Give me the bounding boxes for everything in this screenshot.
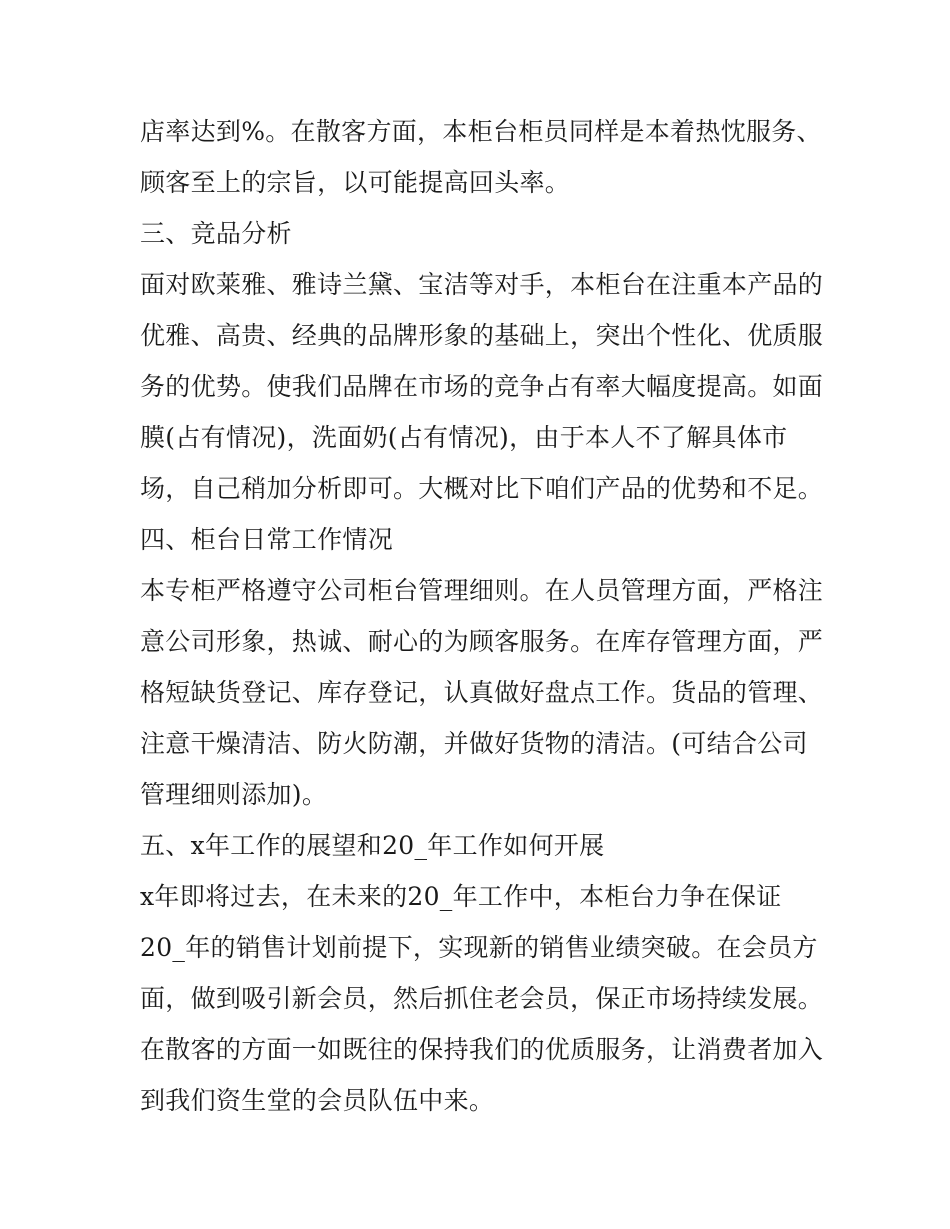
section-heading: 三、竞品分析 bbox=[140, 219, 292, 248]
paragraph-line: 注意干燥清洁、防火防潮，并做好货物的清洁。(可结合公司 bbox=[140, 729, 808, 758]
paragraph-line: x年即将过去，在未来的20_年工作中，本柜台力争在保证 bbox=[140, 882, 782, 911]
paragraph-line: 面对欧莱雅、雅诗兰黛、宝洁等对手，本柜台在注重本产品的 bbox=[140, 270, 824, 299]
paragraph-line: 管理细则添加)。 bbox=[140, 780, 328, 809]
paragraph-line: 面，做到吸引新会员，然后抓住老会员，保正市场持续发展。 bbox=[140, 984, 824, 1013]
paragraph-line: 本专柜严格遵守公司柜台管理细则。在人员管理方面，严格注 bbox=[140, 576, 824, 605]
paragraph-line: 意公司形象，热诚、耐心的为顾客服务。在库存管理方面，严 bbox=[140, 627, 824, 656]
paragraph-line: 膜(占有情况)，洗面奶(占有情况)，由于本人不了解具体市 bbox=[140, 423, 788, 452]
paragraph-line: 到我们资生堂的会员队伍中来。 bbox=[140, 1086, 495, 1115]
document-body bbox=[140, 106, 824, 1126]
paragraph-line: 20_年的销售计划前提下，实现新的销售业绩突破。在会员方 bbox=[140, 933, 818, 962]
paragraph-line: 在散客的方面一如既往的保持我们的优质服务，让消费者加入 bbox=[140, 1035, 824, 1064]
paragraph-line: 店率达到%。在散客方面，本柜台柜员同样是本着热忱服务、 bbox=[140, 117, 822, 146]
paragraph-line: 格短缺货登记、库存登记，认真做好盘点工作。货品的管理、 bbox=[140, 678, 824, 707]
paragraph-line: 场，自己稍加分析即可。大概对比下咱们产品的优势和不足。 bbox=[140, 474, 824, 503]
section-heading: 五、x年工作的展望和20_年工作如何开展 bbox=[140, 831, 605, 860]
paragraph-line: 优雅、高贵、经典的品牌形象的基础上，突出个性化、优质服 bbox=[140, 321, 824, 350]
section-heading: 四、柜台日常工作情况 bbox=[140, 525, 394, 554]
paragraph-line: 务的优势。使我们品牌在市场的竞争占有率大幅度提高。如面 bbox=[140, 372, 824, 401]
paragraph-line: 顾客至上的宗旨，以可能提高回头率。 bbox=[140, 168, 571, 197]
